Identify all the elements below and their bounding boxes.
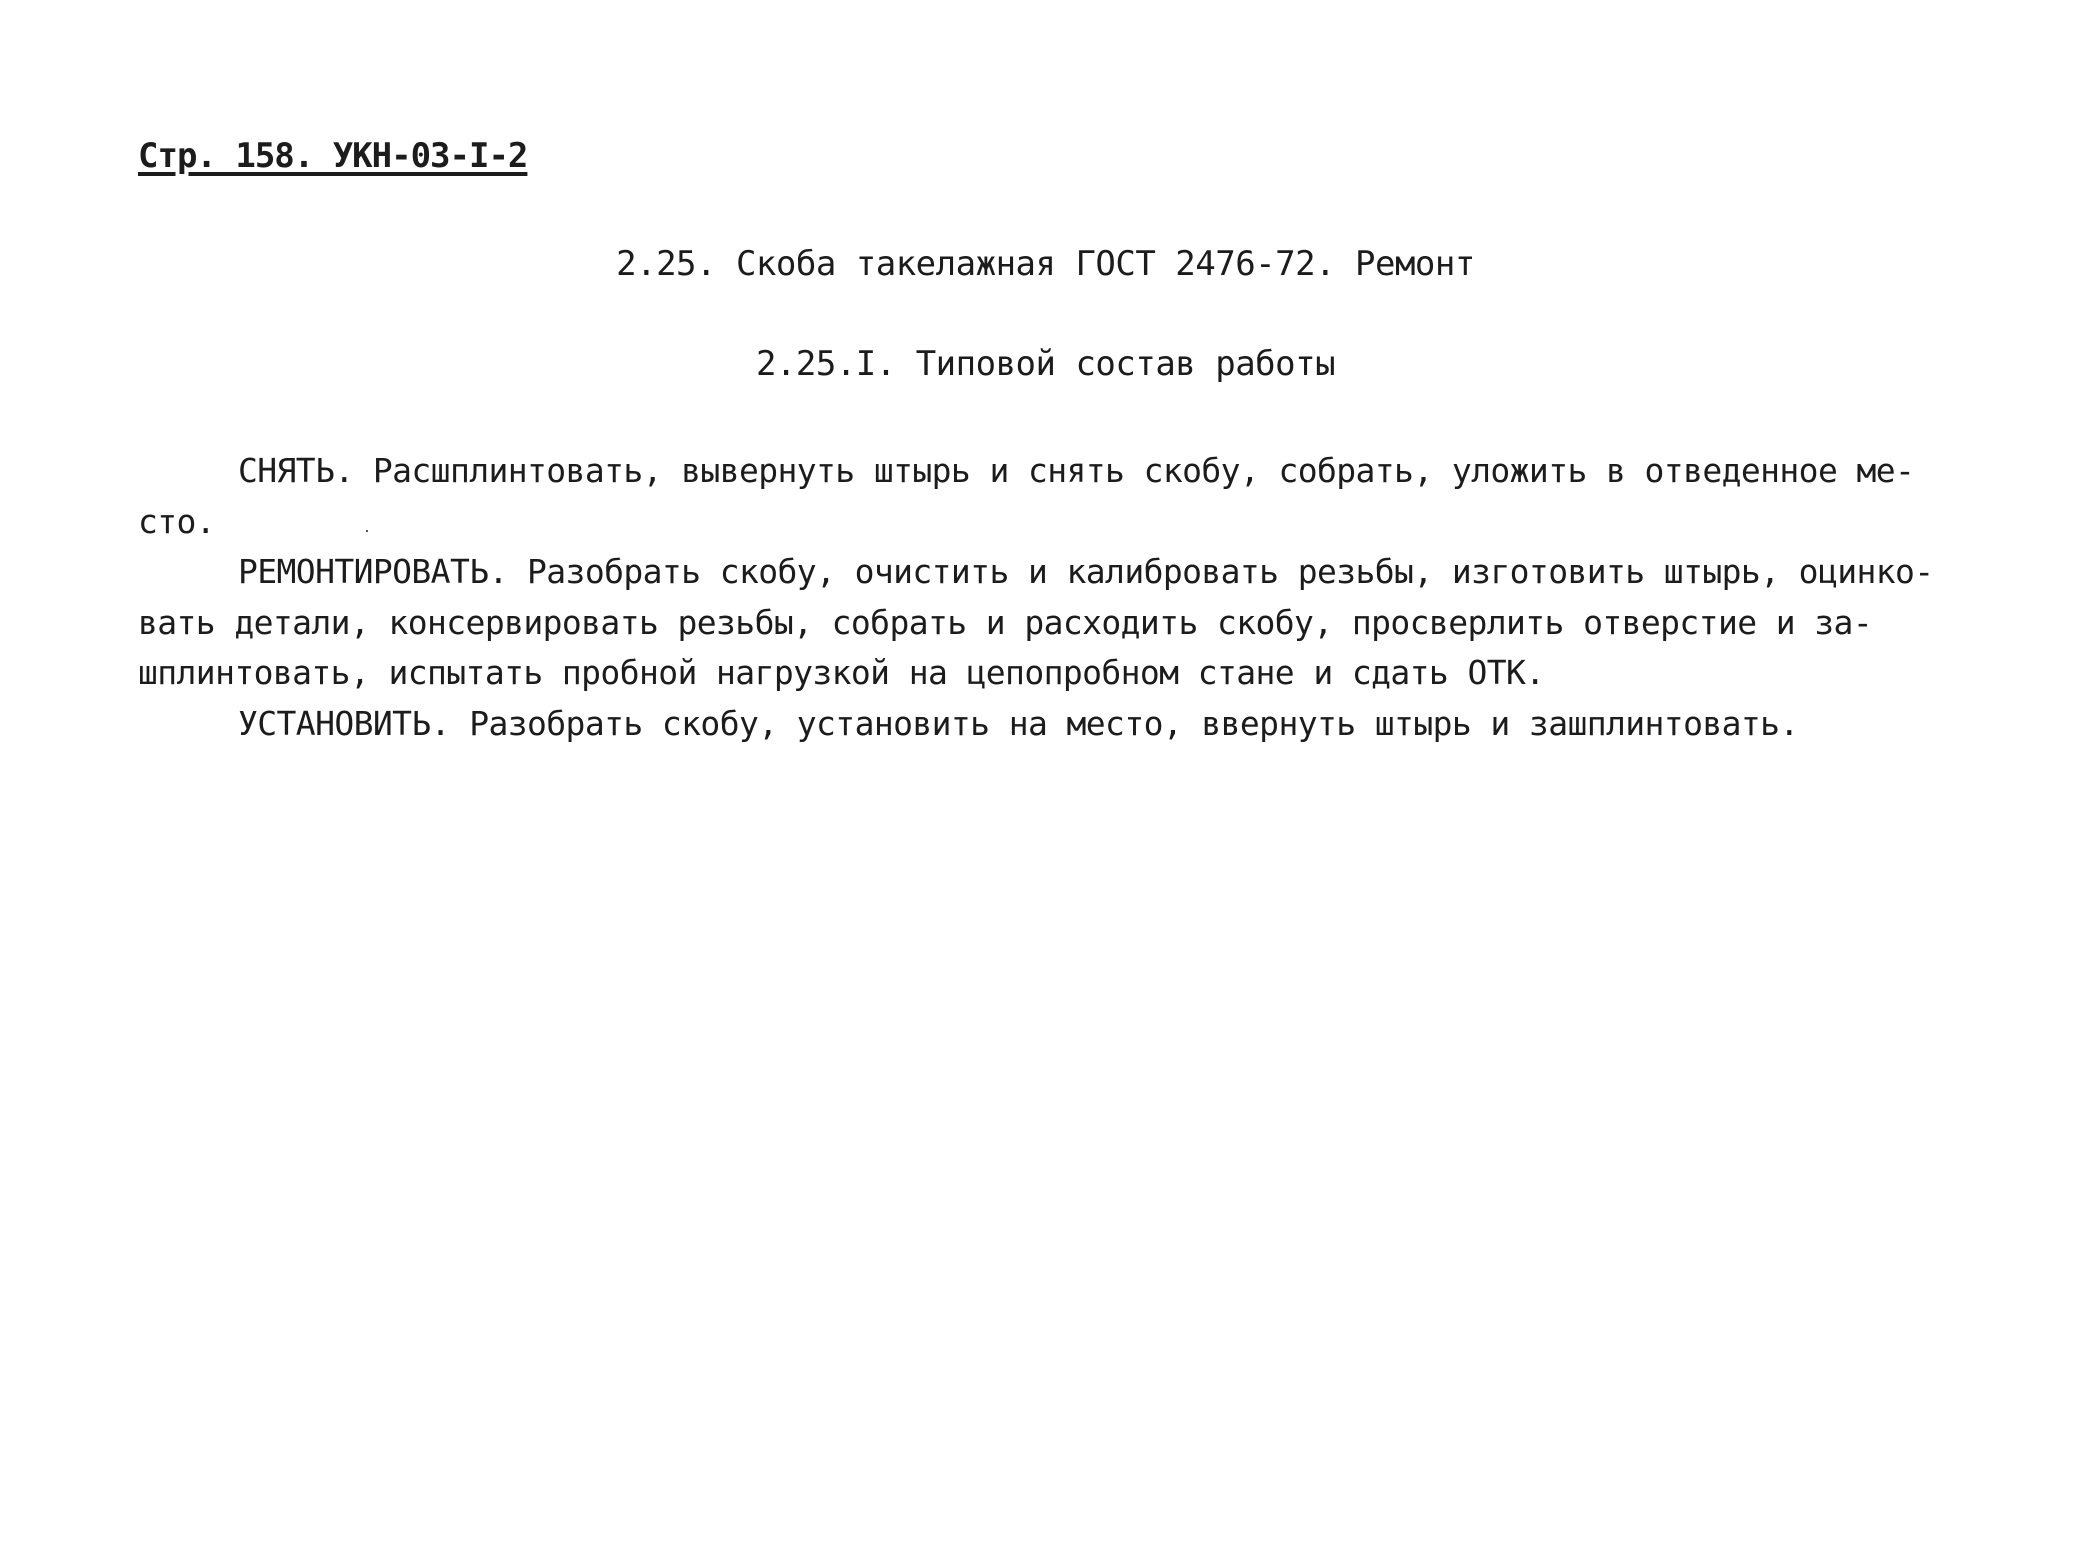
subsection-title: 2.25.I. Типовой состав работы [755, 344, 1336, 384]
paragraph-remove-line-2: сто. [138, 501, 216, 541]
paragraph-install-line-1: УСТАНОВИТЬ. Разобрать скобу, установить на место, ввернуть штырь и зашплинтовать. [238, 703, 1799, 743]
section-title: 2.25. Скоба такелажная ГОСТ 2476-72. Ремонт [616, 244, 1475, 284]
paragraph-repair-line-1: РЕМОНТИРОВАТЬ. Разобрать скобу, очистить и калибровать резьбы, изготовить штырь, оцинко- [238, 552, 1934, 591]
paragraph-repair-line-3: шплинтовать, испытать пробной нагрузкой на цепопробном стане и сдать ОТК. [138, 653, 1545, 692]
paragraph-repair-line-2: вать детали, консервировать резьбы, собрать и расходить скобу, просверлить отверстие и за- [138, 602, 1873, 642]
page-reference: Стр. 158. УКН-03-I-2 [138, 136, 528, 176]
scan-speck [366, 530, 368, 532]
body-text [138, 446, 2018, 749]
paragraph-remove-line-1: СНЯТЬ. Расшплинтовать, вывернуть штырь и снять скобу, собрать, уложить в отведенное ме- [238, 451, 1915, 490]
